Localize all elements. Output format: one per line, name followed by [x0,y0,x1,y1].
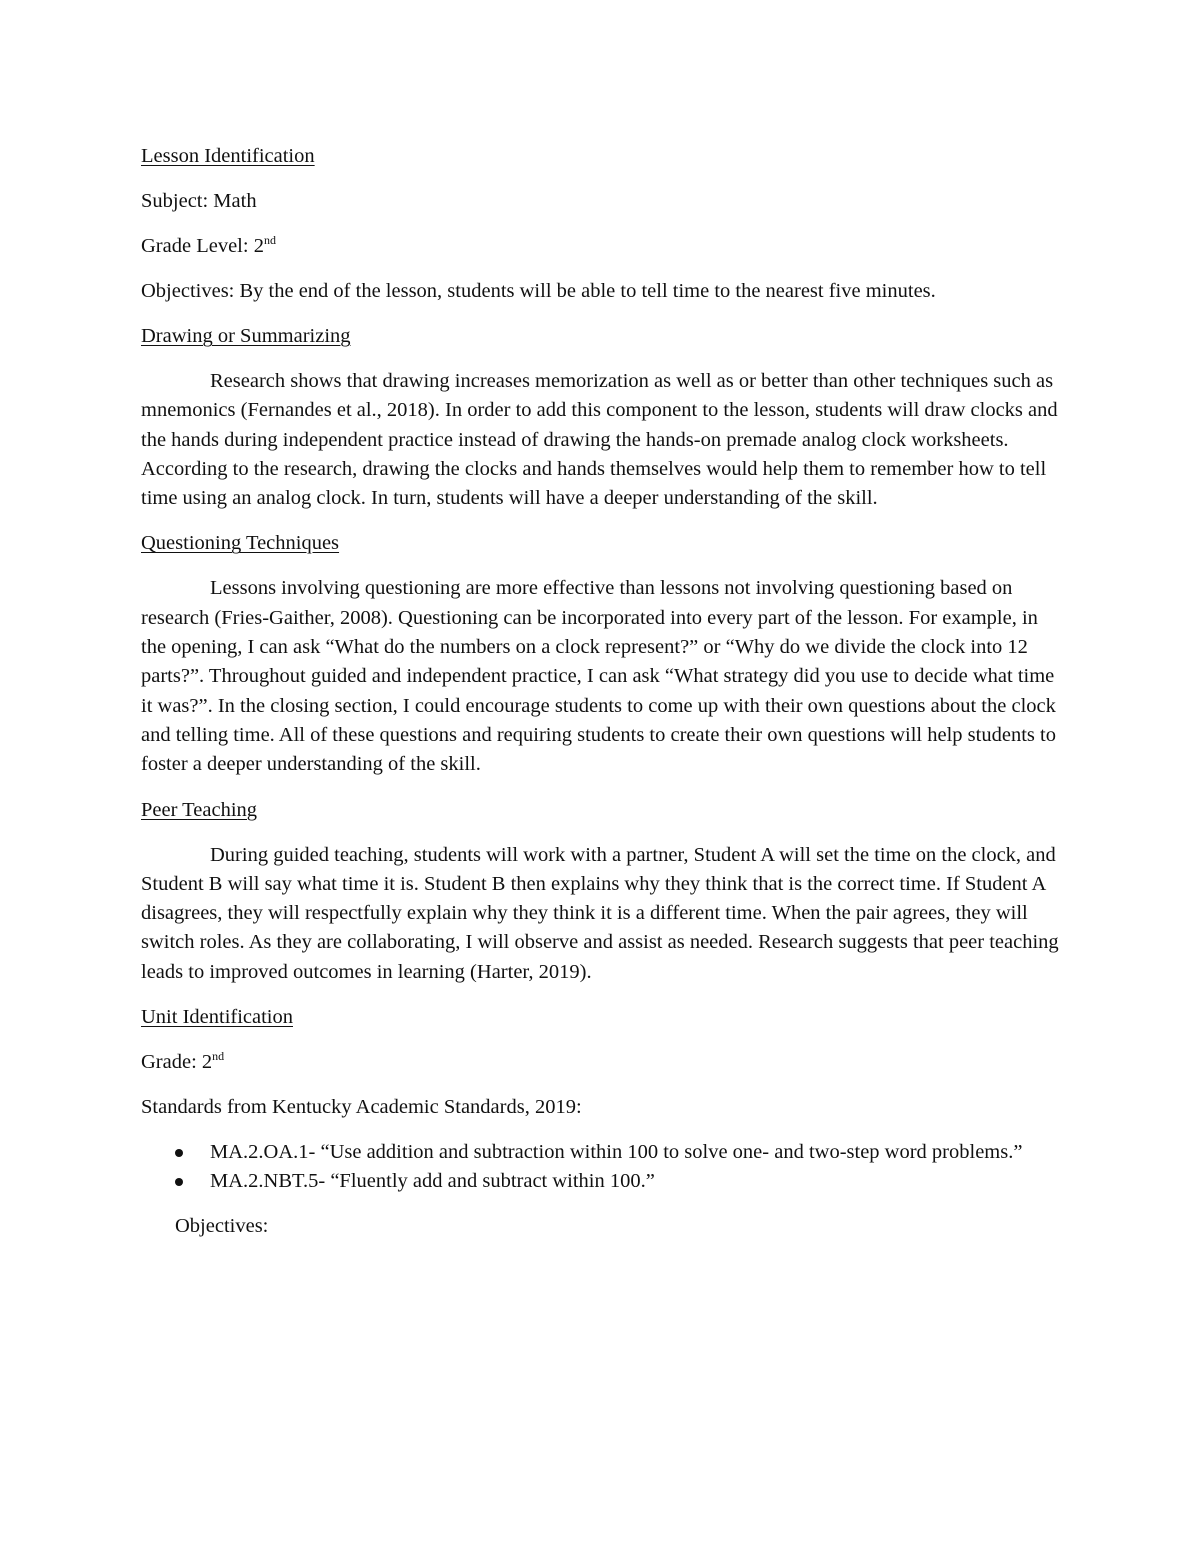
bullet-icon [175,1178,183,1186]
peer-teaching-heading: Peer Teaching [141,798,258,821]
standard-item [141,1167,1061,1196]
lesson-identification-heading: Lesson Identification [141,145,315,167]
bullet-icon [175,1149,183,1157]
unit-grade-text: Grade: 2 [141,1051,213,1074]
questioning-techniques-paragraph: Lessons involving questioning are more effective than lessons not involving questioning based on research (Fries-Gaither, 2008). Questioning can be incorporated into every part of the lesson. For example, in the opening, I can ask “What do the numbers on a clock represent?” or “Why do we divide the clock into 12 parts?”. Throughout guided and independent practice, I can ask “What strategy did you use to decide what time it was?”. In the closing section, I could encourage students to come up with their own questions about the clock and telling time. All of these questions and requiring students to create their own questions will help students to foster a deeper understanding of the skill. [141,577,1056,776]
peer-teaching-paragraph: During guided teaching, students will work with a partner, Student A will set the time on the clock, and Student B will say what time it is. Student B then explains why they think that is the correct time. If Student A disagrees, they will respectfully explain why they think it is a different time. When the pair agrees, they will switch roles. As they are collaborating, I will observe and assist as needed. Research suggests that peer teaching leads to improved outcomes in learning (Harter, 2019). [141,843,1059,983]
standards-intro-line: Standards from Kentucky Academic Standards, 2019: [141,1096,582,1119]
standard-text: MA.2.NBT.5- “Fluently add and subtract within 100.” [210,1170,655,1193]
unit-objectives-label: Objectives: [175,1215,269,1238]
drawing-or-summarizing-paragraph: Research shows that drawing increases memorization as well as or better than other techniques such as mnemonics (Fernandes et al., 2018). In order to add this component to the lesson, students will draw clocks and the hands during independent practice instead of drawing the hands-on premade analog clock worksheets. According to the research, drawing the clocks and hands themselves would help them to remember how to tell time using an analog clock. In turn, students will have a deeper understanding of the skill. [141,370,1058,510]
subject-line: Subject: Math [141,190,257,212]
document-body [141,142,1061,1241]
standards-list [141,1138,1061,1196]
lesson-objectives-line: Objectives: By the end of the lesson, students will be able to tell time to the nearest five minutes. [141,280,936,302]
standard-text: MA.2.OA.1- “Use addition and subtraction within 100 to solve one- and two-step word problems.” [210,1141,1023,1164]
grade-level-ordinal: nd [263,233,276,247]
unit-grade-line [141,1048,1061,1077]
grade-level-line [141,232,1061,261]
unit-grade-ordinal: nd [212,1049,225,1064]
questioning-techniques-heading: Questioning Techniques [141,532,340,555]
drawing-or-summarizing-heading: Drawing or Summarizing [141,325,351,347]
standard-item [141,1138,1061,1167]
grade-level-text: Grade Level: 2 [141,235,264,257]
unit-identification-heading: Unit Identification [141,1006,293,1029]
